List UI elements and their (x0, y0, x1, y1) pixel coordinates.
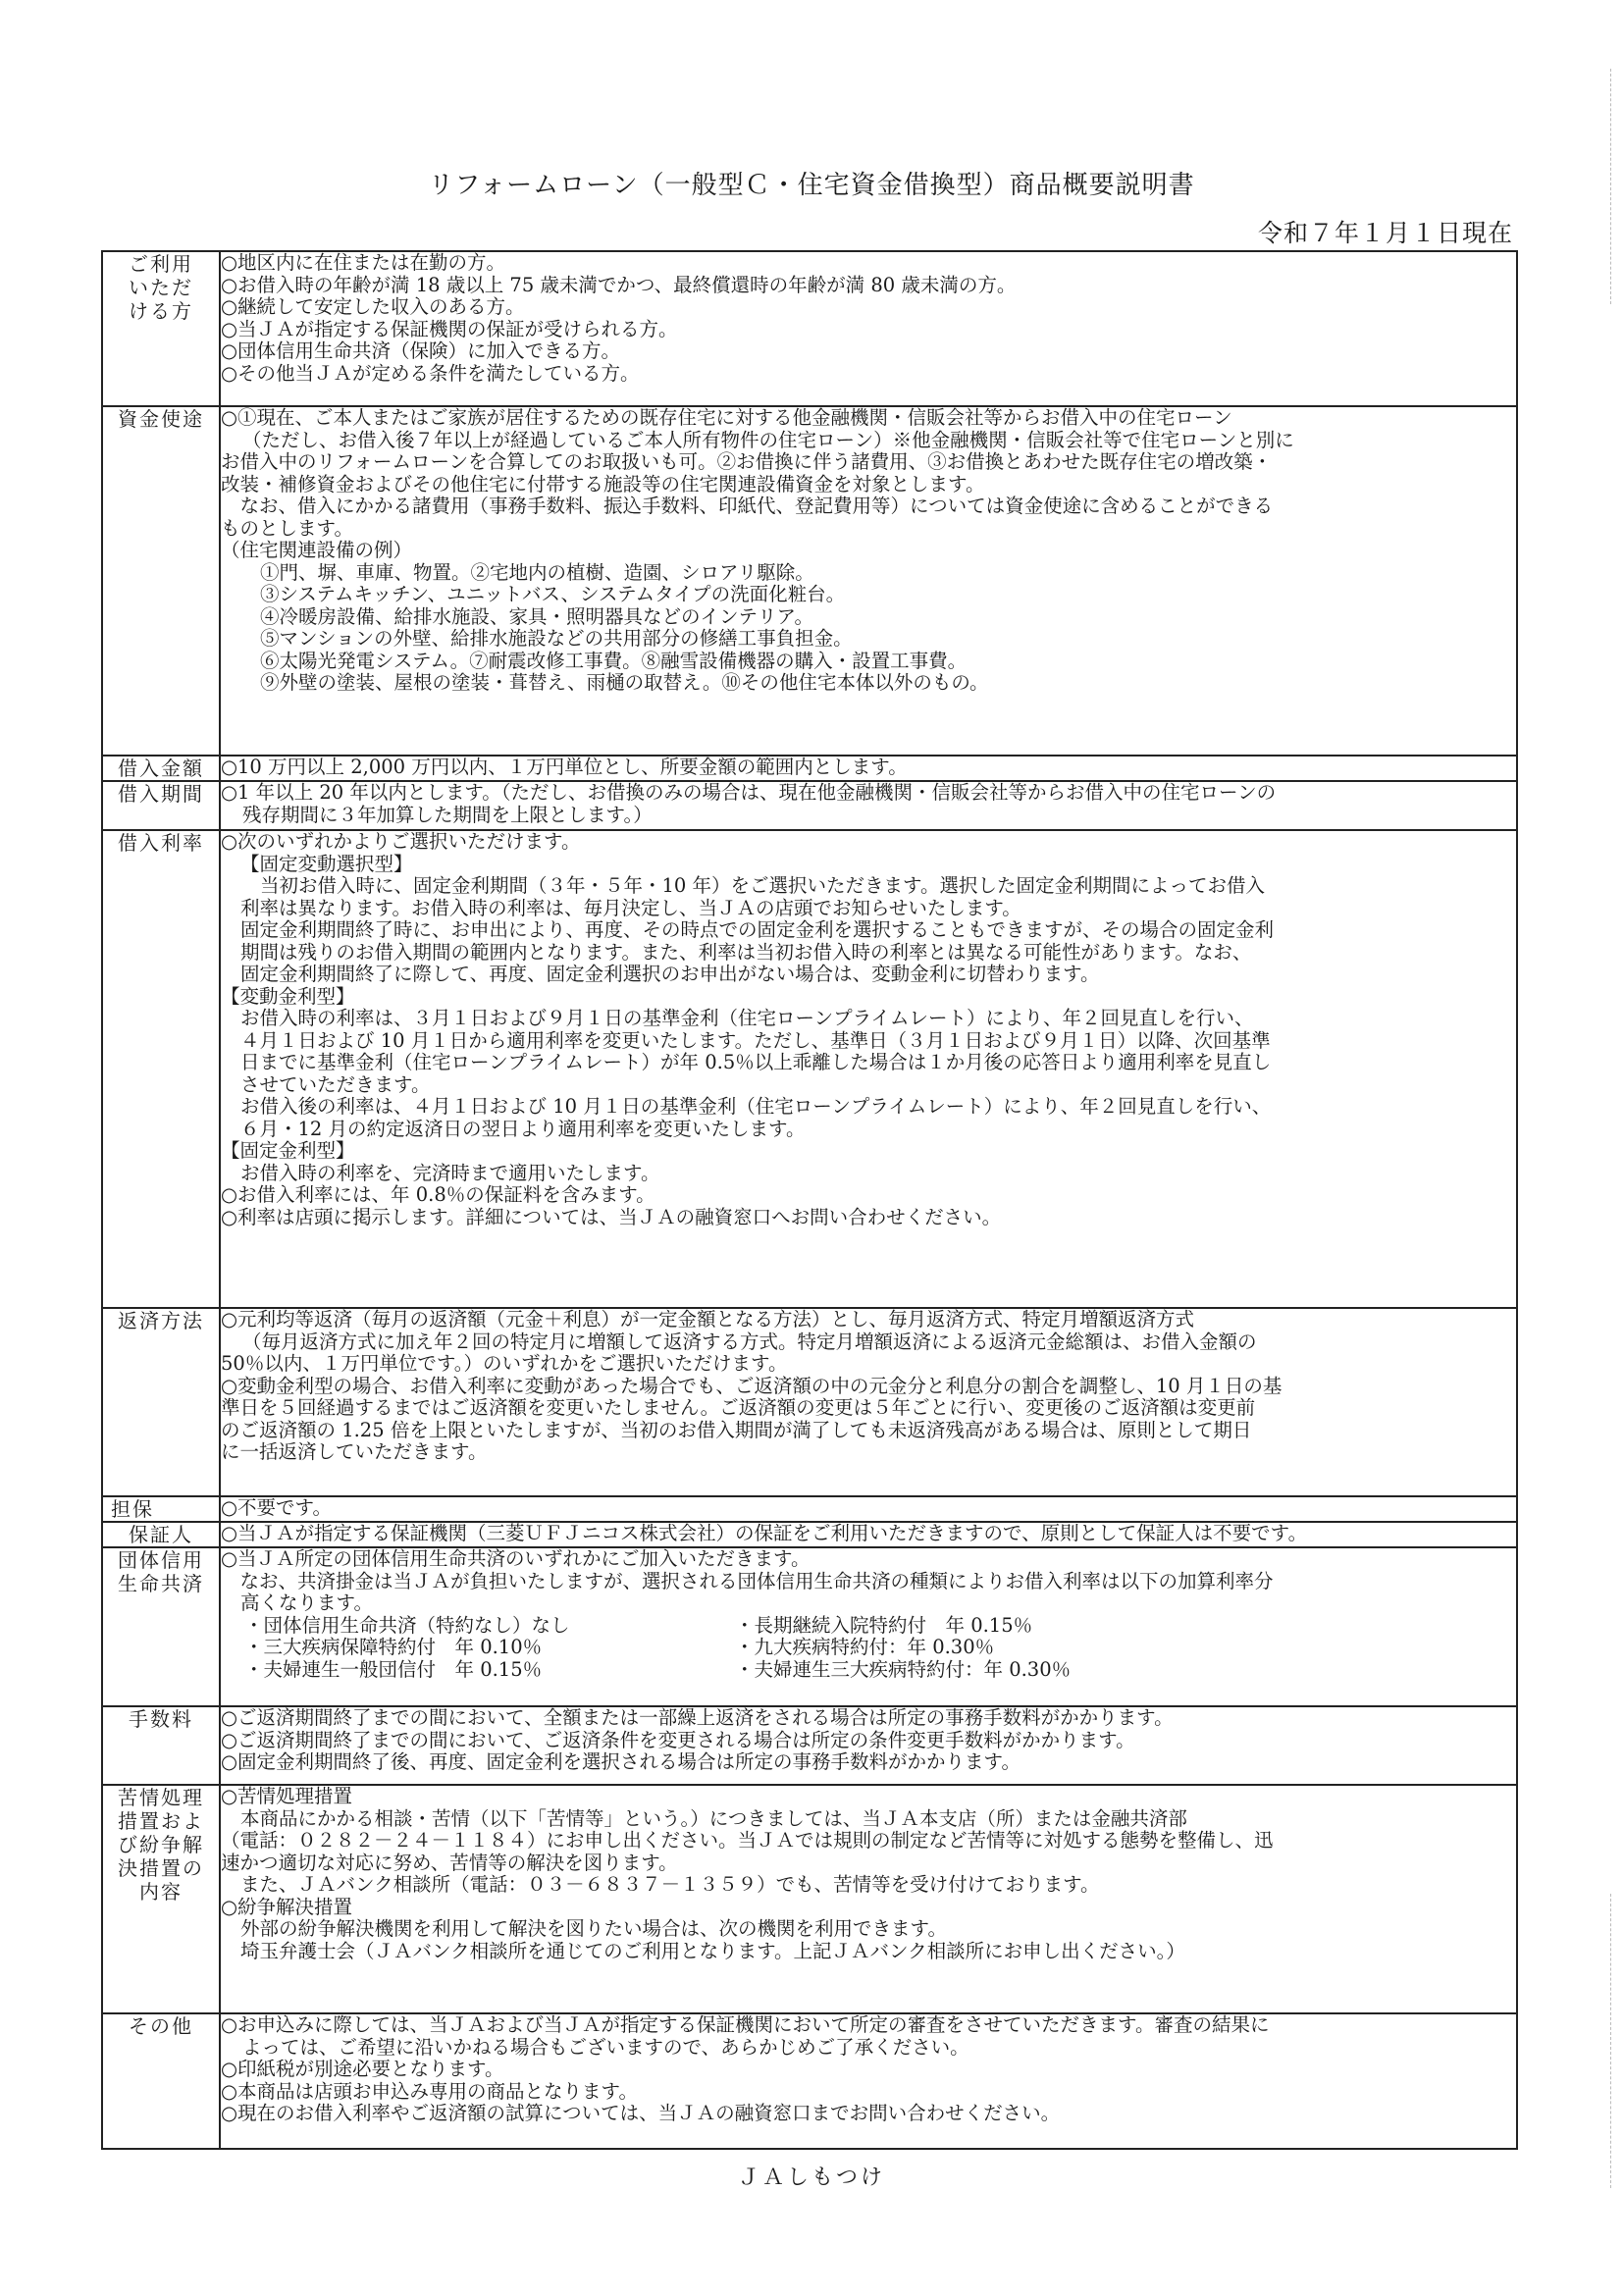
section-label: 借入利率 (102, 830, 220, 1308)
section-label: 担保 (102, 1496, 220, 1522)
section-content: ○ご返済期間終了までの間において、全額または一部繰上返済をされる場合は所定の事務手数料がかかります。 ○ご返済期間終了までの間において、ご返済条件を変更される場合は所定の条件変更手数料がかかります。 ○固定金利期間終了後、再度、固定金利を選択される場合は所定の事務手数料がかかります。 (220, 1706, 1517, 1785)
section-label: 手数料 (102, 1706, 220, 1785)
section-label: 資金使途 (102, 406, 220, 756)
section-fund-usage (102, 406, 1517, 756)
section-content: ○元利均等返済（毎月の返済額（元金＋利息）が一定金額となる方法）とし、毎月返済方式、特定月増額返済方式 （毎月返済方式に加え年２回の特定月に増額して返済する方式。特定月増額返済による返済元金総額は、お借入金額の 50％以内、１万円単位です。）のいずれかをご選択いただけます。 ○変動金利型の場合、お借入利率に変動があった場合でも、ご返済額の中の元金分と利息分の割合を調整し、10 月１日の基 準日を５回経過するまではご返済額を変更いたしません。ご返済額の変更は５年ごとに行い、変更後のご返済額は変更前 のご返済額の 1.25 倍を上限といたしますが、当初のお借入期間が満了しても未返済残高がある場合は、原則として期日 に一括返済していただきます。 (220, 1308, 1517, 1496)
section-label: 借入金額 (102, 756, 220, 781)
section-label: 保証人 (102, 1522, 220, 1547)
section-fees (102, 1706, 1517, 1785)
section-interest-rate (102, 830, 1517, 1308)
product-summary-table (101, 250, 1518, 2150)
section-repayment (102, 1308, 1517, 1496)
rate-row: ・三大疾病保障特約付 年 0.10％ ・九大疾病特約付：年 0.30％ (244, 1636, 995, 1658)
section-content: ○当ＪＡが指定する保証機関（三菱ＵＦＪニコス株式会社）の保証をご利用いただきますので、原則として保証人は不要です。 (220, 1522, 1517, 1547)
section-content: ○1 年以上 20 年以内とします。（ただし、お借換のみの場合は、現在他金融機関・信販会社等からお借入中の住宅ローンの 残存期間に３年加算した期間を上限とします。） (220, 781, 1517, 830)
section-content: ○10 万円以上 2,000 万円以内、１万円単位とし、所要金額の範囲内とします。 (220, 756, 1517, 781)
section-loan-amount (102, 756, 1517, 781)
section-label: 借入期間 (102, 781, 220, 830)
section-label: 返済方法 (102, 1308, 220, 1496)
section-collateral (102, 1496, 1517, 1522)
scan-margin-line (1610, 69, 1611, 304)
section-content: ○次のいずれかよりご選択いただけます。 【固定変動選択型】 当初お借入時に、固定金利期間（３年・５年・10 年）をご選択いただきます。選択した固定金利期間によってお借入 利率は異なります。お借入時の利率は、毎月決定し、当ＪＡの店頭でお知らせいたします。 固定金利期間終了時に、お申出により、再度、その時点での固定金利を選択することもできますが、その場合の固定金利 期間は残りのお借入期間の範囲内となります。また、利率は当初お借入時の利率とは異なる可能性があります。なお、 固定金利期間終了に際して、再度、固定金利選択のお申出がない場合は、変動金利に切替わります。 【変動金利型】 お借入時の利率は、３月１日および９月１日の基準金利（住宅ローンプライムレート）により、年２回見直しを行い、 ４月１日および 10 月１日から適用利率を変更いたします。ただし、基準日（３月１日および９月１日）以降、次回基準 日までに基準金利（住宅ローンプライムレート）が年 0.5％以上乖離した場合は１か月後の応答日より適用利率を見直し させていただきます。 お借入後の利率は、４月１日および 10 月１日の基準金利（住宅ローンプライムレート）により、年２回見直しを行い、 ６月・12 月の約定返済日の翌日より適用利率を変更いたします。 【固定金利型】 お借入時の利率を、完済時まで適用いたします。 ○お借入利率には、年 0.8％の保証料を含みます。 ○利率は店頭に掲示します。詳細については、当ＪＡの融資窓口へお問い合わせください。 (220, 830, 1517, 1308)
section-eligibility (102, 251, 1517, 406)
section-label: 苦情処理措置および紛争解決措置の内容 (102, 1785, 220, 2013)
section-content: ○①現在、ご本人またはご家族が居住するための既存住宅に対する他金融機関・信販会社等からお借入中の住宅ローン （ただし、お借入後７年以上が経過しているご本人所有物件の住宅ローン）※他金融機関・信販会社等で住宅ローンと別に お借入中のリフォームローンを合算してのお取扱いも可。②お借換に伴う諸費用、③お借換とあわせた既存住宅の増改築・ 改装・補修資金およびその他住宅に付帯する施設等の住宅関連設備資金を対象とします。 なお、借入にかかる諸費用（事務手数料、振込手数料、印紙代、登記費用等）については資金使途に含めることができる ものとします。 （住宅関連設備の例） ①門、塀、車庫、物置。②宅地内の植樹、造園、シロアリ駆除。 ③システムキッチン、ユニットバス、システムタイプの洗面化粧台。 ④冷暖房設備、給排水施設、家具・照明器具などのインテリア。 ⑤マンションの外壁、給排水施設などの共用部分の修繕工事負担金。 ⑥太陽光発電システム。⑦耐震改修工事費。⑧融雪設備機器の購入・設置工事費。 ⑨外壁の塗装、屋根の塗装・葺替え、雨樋の取替え。⑩その他住宅本体以外のもの。 (220, 406, 1517, 756)
section-content: ○苦情処理措置 本商品にかかる相談・苦情（以下「苦情等」という。）につきましては、当ＪＡ本支店（所）または金融共済部 （電話：０２８２－２４－１１８４）にお申し出ください。当ＪＡでは規則の制定など苦情等に対処する態勢を整備し、迅 速かつ適切な対応に努め、苦情等の解決を図ります。 また、ＪＡバンク相談所（電話：０３－６８３７－１３５９）でも、苦情等を受け付けております。 ○紛争解決措置 外部の紛争解決機関を利用して解決を図りたい場合は、次の機関を利用できます。 埼玉弁護士会（ＪＡバンク相談所を通じてのご利用となります。上記ＪＡバンク相談所にお申し出ください。） (220, 1785, 1517, 2013)
section-content: ○お申込みに際しては、当ＪＡおよび当ＪＡが指定する保証機関において所定の審査をさせていただきます。審査の結果に よっては、ご希望に沿いかねる場合もございますので、あらかじめご了承ください。 ○印紙税が別途必要となります。 ○本商品は店頭お申込み専用の商品となります。 ○現在のお借入利率やご返済額の試算については、当ＪＡの融資窓口までお問い合わせください。 (220, 2013, 1517, 2149)
issuer-footer: ＪＡしもつけ (737, 2166, 885, 2190)
rate-row: ・団体信用生命共済（特約なし）なし ・長期継続入院特約付 年 0.15％ (244, 1613, 1033, 1637)
scan-margin-line (1610, 1894, 1611, 2188)
section-content: ○不要です。 (220, 1496, 1517, 1522)
section-label: 団体信用生命共済 (102, 1547, 220, 1706)
section-label: ご利用いただける方 (102, 251, 220, 406)
effective-date: 令和７年１月１日現在 (1257, 219, 1513, 247)
section-group-credit-insurance (102, 1547, 1517, 1706)
section-other (102, 2013, 1517, 2149)
section-label: その他 (102, 2013, 220, 2149)
document-title: リフォームローン（一般型Ｃ・住宅資金借換型）商品概要説明書 (428, 171, 1195, 200)
section-loan-period (102, 781, 1517, 830)
section-content: ○当ＪＡ所定の団体信用生命共済のいずれかにご加入いただきます。 なお、共済掛金は当ＪＡが負担いたしますが、選択される団体信用生命共済の種類によりお借入利率は以下の加算利率分 高くなります。 ・団体信用生命共済（特約なし）なし ・長期継続入院特約付 年 0.15％ ・三大疾病保障特約付 年 0.10％ ・九大疾病特約付：年 0.30％ ・夫婦連生一般団信付 年 0.15％ ・夫婦連生三大疾病特約付：年 0.30％ (220, 1547, 1517, 1706)
section-content: ○地区内に在住または在勤の方。 ○お借入時の年齢が満 18 歳以上 75 歳未満でかつ、最終償還時の年齢が満 80 歳未満の方。 ○継続して安定した収入のある方。 ○当ＪＡが指定する保証機関の保証が受けられる方。 ○団体信用生命共済（保険）に加入できる方。 ○その他当ＪＡが定める条件を満たしている方。 (220, 251, 1517, 406)
section-guarantor (102, 1522, 1517, 1547)
section-complaint-handling (102, 1785, 1517, 2013)
rate-row: ・夫婦連生一般団信付 年 0.15％ ・夫婦連生三大疾病特約付：年 0.30％ (244, 1657, 1072, 1681)
